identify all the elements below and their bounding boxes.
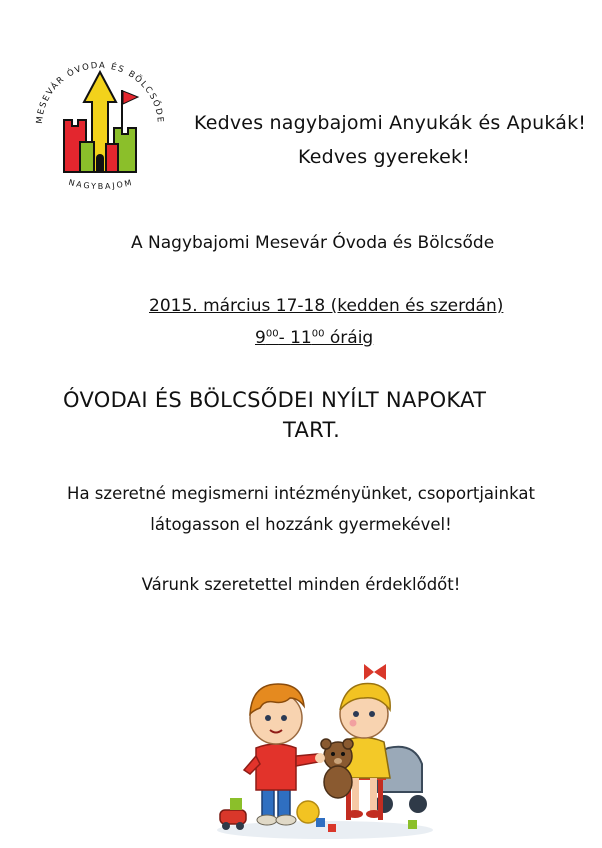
invitation-line-2: látogasson el hozzánk gyermekével! <box>150 515 452 534</box>
logo-town-text: NAGYBAJOM <box>67 177 135 192</box>
svg-text:NAGYBAJOM <box>68 178 135 191</box>
start-hour: 9 <box>255 328 266 348</box>
greeting-line-1: Kedves nagybajomi Anyukák és Apukák! <box>194 112 587 134</box>
kindergarten-logo <box>30 44 170 204</box>
children-playing-illustration <box>212 652 438 840</box>
headline-line-2: TART. <box>283 418 341 442</box>
invitation-line-1: Ha szeretné megismerni intézményünket, csoportjainkat <box>67 484 535 503</box>
logo-arc-text: MESEVÁR ÓVODA ÉS BÖLCSŐDE <box>34 60 166 125</box>
time-separator: - <box>278 328 291 348</box>
time-line <box>255 328 373 348</box>
start-minutes: 00 <box>265 328 279 340</box>
end-minutes: 00 <box>311 328 325 340</box>
end-hour: 11 <box>290 328 312 348</box>
headline-line-1: ÓVODAI ÉS BÖLCSŐDEI NYÍLT NAPOKAT <box>63 388 487 412</box>
time-suffix: óráig <box>324 328 374 348</box>
closing-line: Várunk szeretettel minden érdeklődőt! <box>141 575 461 594</box>
castle-icon <box>64 72 138 172</box>
greeting-line-2: Kedves gyerekek! <box>298 146 471 168</box>
date-line: 2015. március 17-18 (kedden és szerdán) <box>149 296 504 316</box>
organizer-line: A Nagybajomi Mesevár Óvoda és Bölcsőde <box>131 233 495 253</box>
